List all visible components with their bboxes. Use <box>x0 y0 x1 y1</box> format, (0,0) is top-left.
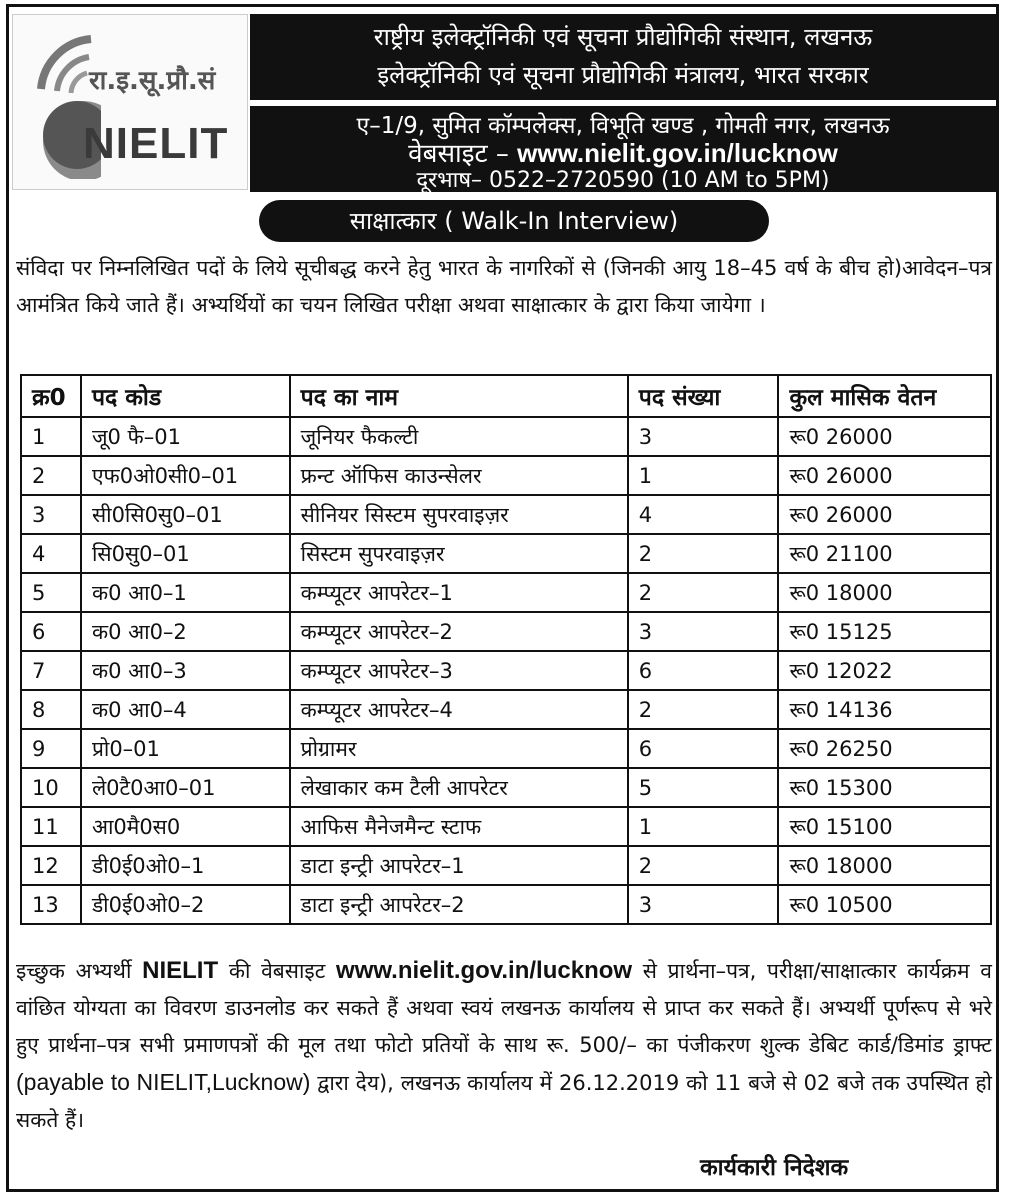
cell-post-name: डाटा इन्ट्री आपरेटर–1 <box>290 846 628 885</box>
cell-post-name: आफिस मैनेजमैन्ट स्टाफ <box>290 807 628 846</box>
header-institute-block <box>250 14 996 100</box>
header-serial: क्र0 <box>21 375 81 417</box>
cell-post-code: डी0ई0ओ0–2 <box>81 885 290 924</box>
cell-serial: 12 <box>21 846 81 885</box>
cell-post-count: 5 <box>628 768 779 807</box>
logo-english-text: NIELIT <box>83 119 229 168</box>
table-row <box>21 807 991 846</box>
table-row <box>21 612 991 651</box>
cell-salary: रू0 26000 <box>778 495 991 534</box>
cell-post-code: क0 आ0–4 <box>81 690 290 729</box>
table-header-row <box>21 375 991 417</box>
footer-website-link[interactable]: www.nielit.gov.in/lucknow <box>336 957 633 984</box>
website-link[interactable]: www.nielit.gov.in/lucknow <box>517 138 838 168</box>
cell-serial: 4 <box>21 534 81 573</box>
header-post-code: पद कोड <box>81 375 290 417</box>
cell-post-code: क0 आ0–1 <box>81 573 290 612</box>
cell-post-code: एफ0ओ0सी0–01 <box>81 456 290 495</box>
footer-text-1: इच्छुक अभ्यर्थी <box>16 959 132 983</box>
table-row <box>21 846 991 885</box>
cell-post-count: 6 <box>628 651 779 690</box>
cell-post-count: 2 <box>628 573 779 612</box>
table-row <box>21 651 991 690</box>
cell-post-name: कम्प्यूटर आपरेटर–1 <box>290 573 628 612</box>
cell-post-count: 4 <box>628 495 779 534</box>
cell-salary: रू0 10500 <box>778 885 991 924</box>
cell-salary: रू0 18000 <box>778 846 991 885</box>
header-post-name: पद का नाम <box>290 375 628 417</box>
cell-salary: रू0 26000 <box>778 417 991 456</box>
cell-post-code: आ0मै0स0 <box>81 807 290 846</box>
signature-designation: कार्यकारी निदेशक <box>700 1155 849 1181</box>
cell-post-code: क0 आ0–2 <box>81 612 290 651</box>
institute-name: राष्ट्रीय इलेक्ट्रॉनिकी एवं सूचना प्रौद्योगिकी संस्थान, लखनऊ <box>373 23 873 51</box>
cell-salary: रू0 15300 <box>778 768 991 807</box>
cell-post-count: 3 <box>628 885 779 924</box>
intro-paragraph: संविदा पर निम्नलिखित पदों के लिये सूचीबद्ध करने हेतु भारत के नागरिकों से (जिनकी आयु 18–45 वर्ष के बीच हो)आवेदन–पत्र आमंत्रित किये जाते हैं। अभ्यर्थियों का चयन लिखित परीक्षा अथवा साक्षात्कार के द्वारा किया जायेगा । <box>16 256 992 317</box>
cell-post-name: फ्रन्ट ऑफिस काउन्सेलर <box>290 456 628 495</box>
cell-post-code: डी0ई0ओ0–1 <box>81 846 290 885</box>
cell-salary: रू0 14136 <box>778 690 991 729</box>
cell-post-count: 3 <box>628 417 779 456</box>
footer-text-2: की वेबसाइट <box>228 959 326 983</box>
footer-org-name: NIELIT <box>142 957 219 984</box>
cell-post-count: 1 <box>628 456 779 495</box>
ministry-name: इलेक्ट्रॉनिकी एवं सूचना प्रौद्योगिकी मंत्रालय, भारत सरकार <box>377 61 869 89</box>
phone-label: दूरभाष– <box>416 168 483 193</box>
table-row <box>21 456 991 495</box>
cell-post-code: सी0सि0सु0–01 <box>81 495 290 534</box>
cell-post-name: जूनियर फैकल्टी <box>290 417 628 456</box>
table-row <box>21 495 991 534</box>
cell-post-name: डाटा इन्ट्री आपरेटर–2 <box>290 885 628 924</box>
posts-table <box>20 374 992 925</box>
footer-payable: (payable to NIELIT,Lucknow) <box>16 1069 311 1095</box>
cell-serial: 5 <box>21 573 81 612</box>
cell-post-name: कम्प्यूटर आपरेटर–4 <box>290 690 628 729</box>
cell-serial: 10 <box>21 768 81 807</box>
office-hours: (10 AM to 5PM) <box>661 168 830 193</box>
address: ए–1/9, सुमित कॉम्पलेक्स, विभूति खण्ड , गोमती नगर, लखनऊ <box>356 113 890 139</box>
cell-post-name: कम्प्यूटर आपरेटर–2 <box>290 612 628 651</box>
header-salary: कुल मासिक वेतन <box>778 375 991 417</box>
cell-post-name: लेखाकार कम टैली आपरेटर <box>290 768 628 807</box>
table-row <box>21 573 991 612</box>
table-row <box>21 729 991 768</box>
cell-salary: रू0 15100 <box>778 807 991 846</box>
cell-post-name: सिस्टम सुपरवाइज़र <box>290 534 628 573</box>
notice-title: साक्षात्कार ( Walk-In Interview) <box>259 200 769 242</box>
phone-number: 0522–2720590 <box>489 168 654 193</box>
table-row <box>21 768 991 807</box>
cell-serial: 7 <box>21 651 81 690</box>
cell-post-code: प्रो0–01 <box>81 729 290 768</box>
cell-salary: रू0 26250 <box>778 729 991 768</box>
cell-post-count: 2 <box>628 846 779 885</box>
footer-paragraph <box>16 952 992 1139</box>
cell-serial: 8 <box>21 690 81 729</box>
logo-hindi-text: रा.इ.सू.प्रौ.सं <box>89 66 216 96</box>
cell-post-name: प्रोग्रामर <box>290 729 628 768</box>
table-row <box>21 534 991 573</box>
cell-post-code: क0 आ0–3 <box>81 651 290 690</box>
cell-post-count: 3 <box>628 612 779 651</box>
cell-post-name: कम्प्यूटर आपरेटर–3 <box>290 651 628 690</box>
cell-serial: 9 <box>21 729 81 768</box>
footer-text-4: द्वारा देय), लखनऊ कार्यालय में 26.12.2019 को 11 बजे से 02 बजे तक उपस्थित हो सकते हैं। <box>16 1071 992 1132</box>
cell-serial: 11 <box>21 807 81 846</box>
cell-post-count: 2 <box>628 690 779 729</box>
table-row <box>21 417 991 456</box>
cell-serial: 1 <box>21 417 81 456</box>
phone-line <box>250 164 996 194</box>
header-post-count: पद संख्या <box>628 375 779 417</box>
cell-salary: रू0 12022 <box>778 651 991 690</box>
cell-post-count: 1 <box>628 807 779 846</box>
cell-post-name: सीनियर सिस्टम सुपरवाइज़र <box>290 495 628 534</box>
cell-salary: रू0 15125 <box>778 612 991 651</box>
cell-serial: 2 <box>21 456 81 495</box>
website-label: वेबसाइट – <box>408 139 509 169</box>
header-contact-block <box>250 106 996 192</box>
cell-serial: 13 <box>21 885 81 924</box>
cell-serial: 6 <box>21 612 81 651</box>
cell-post-count: 2 <box>628 534 779 573</box>
cell-serial: 3 <box>21 495 81 534</box>
cell-salary: रू0 26000 <box>778 456 991 495</box>
cell-post-code: जू0 फै–01 <box>81 417 290 456</box>
cell-post-code: ले0टै0आ0–01 <box>81 768 290 807</box>
cell-salary: रू0 21100 <box>778 534 991 573</box>
cell-post-code: सि0सु0–01 <box>81 534 290 573</box>
cell-salary: रू0 18000 <box>778 573 991 612</box>
cell-post-count: 6 <box>628 729 779 768</box>
footer-text-3: से प्रार्थना–पत्र, परीक्षा/साक्षात्कार कार्यक्रम व वांछित योग्यता का विवरण डाउनलोड कर सकते हैं अथवा स्वयं लखनऊ कार्यालय से प्राप्त कर सकते हैं। अभ्यर्थी पूर्णरूप से भरे हुए प्रार्थना–पत्र सभी प्रमाणपत्रों की मूल तथा फोटो प्रतियों के साथ रू. 500/– का पंजीकरण शुल्क डेबिट कार्ड/डिमांड ड्राफ्ट <box>16 959 992 1057</box>
table-row <box>21 885 991 924</box>
nielit-logo <box>12 14 248 190</box>
table-row <box>21 690 991 729</box>
